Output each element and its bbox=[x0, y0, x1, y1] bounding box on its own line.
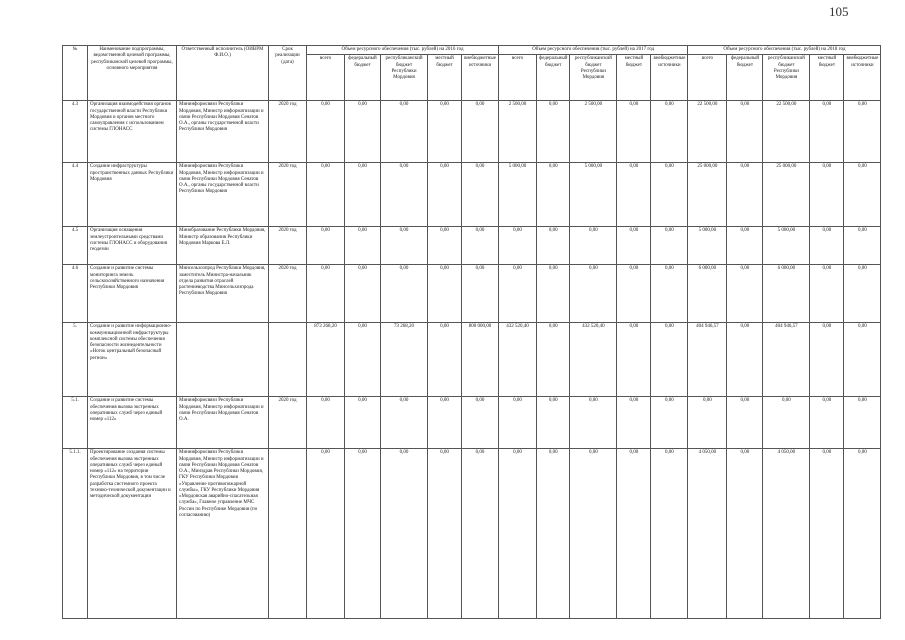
row-value: 0,00 bbox=[428, 163, 462, 227]
row-value: 0,00 bbox=[462, 397, 499, 449]
row-value: 0,00 bbox=[345, 101, 381, 163]
row-value: 0,00 bbox=[810, 397, 844, 449]
resource-table bbox=[62, 45, 881, 619]
row-value: 0,00 bbox=[810, 163, 844, 227]
sub-total-2018: всего bbox=[688, 55, 727, 101]
sub-republic-2018: республиканский бюджет Республики Мордовия bbox=[763, 55, 810, 101]
row-num: 5.1. bbox=[63, 397, 88, 449]
row-value: 0,00 bbox=[651, 397, 688, 449]
row-value: 0,00 bbox=[428, 397, 462, 449]
row-value: 0,00 bbox=[307, 265, 345, 323]
row-value: 0,00 bbox=[307, 227, 345, 265]
row-value: 0,00 bbox=[537, 101, 570, 163]
row-value: 0,00 bbox=[381, 101, 428, 163]
row-value: 0,00 bbox=[537, 227, 570, 265]
row-num: 5. bbox=[63, 323, 88, 397]
row-value: 0,00 bbox=[428, 449, 462, 619]
row-term bbox=[269, 449, 307, 619]
sub-local-2017: местный бюджет bbox=[617, 55, 651, 101]
row-value: 0,00 bbox=[462, 227, 499, 265]
row-name: Создание инфраструктуры пространственных данных Республики Мордовия bbox=[88, 163, 177, 227]
row-value: 0,00 bbox=[381, 449, 428, 619]
row-value: 73 268,20 bbox=[381, 323, 428, 397]
row-value: 4 050,00 bbox=[688, 449, 727, 619]
row-value: 0,00 bbox=[307, 449, 345, 619]
row-value: 0,00 bbox=[617, 323, 651, 397]
row-value: 0,00 bbox=[570, 227, 617, 265]
row-value: 0,00 bbox=[617, 101, 651, 163]
row-value: 0,00 bbox=[307, 101, 345, 163]
row-value: 0,00 bbox=[381, 397, 428, 449]
row-value: 0,00 bbox=[651, 449, 688, 619]
row-term: 2020 год bbox=[269, 163, 307, 227]
row-executor bbox=[177, 323, 269, 397]
row-value: 0,00 bbox=[570, 265, 617, 323]
page-number: 105 bbox=[829, 4, 849, 19]
row-value: 0,00 bbox=[537, 397, 570, 449]
sub-republic-2017: республиканский бюджет Республики Мордовия bbox=[570, 55, 617, 101]
row-executor: Мининформсвязи Республики Мордовия, Министр информатизации и связи Республики Мордовия Сенатов О.А., органы государственной власти Республики Мордовия bbox=[177, 163, 269, 227]
row-value: 0,00 bbox=[381, 227, 428, 265]
row-value: 0,00 bbox=[428, 265, 462, 323]
row-value: 0,00 bbox=[688, 397, 727, 449]
row-value: 404 946,57 bbox=[688, 323, 727, 397]
header-num: № bbox=[63, 46, 88, 101]
row-value: 432 520,40 bbox=[499, 323, 537, 397]
row-value: 0,00 bbox=[651, 227, 688, 265]
row-executor: Мининформсвязи Республики Мордовия, Министр информатизации и связи Республики Мордовия Сенатов О.А. bbox=[177, 397, 269, 449]
row-value: 0,00 bbox=[307, 397, 345, 449]
row-value: 0,00 bbox=[844, 323, 881, 397]
row-value: 0,00 bbox=[499, 265, 537, 323]
row-value: 0,00 bbox=[651, 323, 688, 397]
row-name: Создание и развитие системы мониторинга земель сельскохозяйственного назначения Республики Мордовия bbox=[88, 265, 177, 323]
row-value: 0,00 bbox=[462, 163, 499, 227]
row-value: 5 000,00 bbox=[763, 227, 810, 265]
row-name: Организация взаимодействия органов государственной власти Республики Мордовия и органов местного самоуправления с использованием системы ГЛОНАСС bbox=[88, 101, 177, 163]
row-value: 5 000,00 bbox=[499, 163, 537, 227]
sub-total-2017: всего bbox=[499, 55, 537, 101]
sub-total-2016: всего bbox=[307, 55, 345, 101]
row-value: 0,00 bbox=[499, 449, 537, 619]
header-2018: Объем ресурсного обеспечения (тыс. рублей) на 2018 год bbox=[688, 46, 881, 55]
row-num: 4.3 bbox=[63, 101, 88, 163]
row-value: 0,00 bbox=[381, 265, 428, 323]
table-row bbox=[63, 227, 881, 265]
row-value: 873 268,20 bbox=[307, 323, 345, 397]
row-value: 0,00 bbox=[537, 163, 570, 227]
row-value: 0,00 bbox=[810, 227, 844, 265]
row-value: 404 946,57 bbox=[763, 323, 810, 397]
row-executor: Минсельхозпрод Республики Мордовия, заместитель Министра-начальник отдела развития отраслей растениеводства Минсельхозпрода Республики Мордовия bbox=[177, 265, 269, 323]
row-value: 0,00 bbox=[727, 397, 763, 449]
row-term bbox=[269, 323, 307, 397]
header-term: Срок реализации (дата) bbox=[269, 46, 307, 101]
row-value: 0,00 bbox=[381, 163, 428, 227]
row-value: 0,00 bbox=[844, 397, 881, 449]
row-num: 5.1.1. bbox=[63, 449, 88, 619]
table-row bbox=[63, 163, 881, 227]
sub-federal-2018: федеральный бюджет bbox=[727, 55, 763, 101]
table-row bbox=[63, 265, 881, 323]
row-value: 0,00 bbox=[462, 449, 499, 619]
table-row bbox=[63, 323, 881, 397]
row-term: 2020 год bbox=[269, 397, 307, 449]
row-value: 0,00 bbox=[345, 323, 381, 397]
sub-federal-2016: федеральный бюджет bbox=[345, 55, 381, 101]
row-value: 0,00 bbox=[727, 265, 763, 323]
row-value: 0,00 bbox=[810, 101, 844, 163]
row-value: 0,00 bbox=[499, 227, 537, 265]
sub-extra-2017: внебюджетные источники bbox=[651, 55, 688, 101]
sub-extra-2018: внебюджетные источники bbox=[844, 55, 881, 101]
row-value: 0,00 bbox=[537, 449, 570, 619]
row-executor: Минобразование Республики Мордовия, Министр образования Республики Мордовия Маркова Е.Л. bbox=[177, 227, 269, 265]
row-value: 0,00 bbox=[617, 397, 651, 449]
sub-extra-2016: внебюджетные источники bbox=[462, 55, 499, 101]
sub-federal-2017: федеральный бюджет bbox=[537, 55, 570, 101]
row-value: 0,00 bbox=[345, 449, 381, 619]
row-name: Организация оснащения землеустроительными средствами системы ГЛОНАСС и оборудования геодезии bbox=[88, 227, 177, 265]
row-value: 0,00 bbox=[844, 265, 881, 323]
row-value: 0,00 bbox=[617, 265, 651, 323]
row-value: 0,00 bbox=[345, 265, 381, 323]
row-value: 0,00 bbox=[617, 227, 651, 265]
row-value: 0,00 bbox=[651, 265, 688, 323]
row-value: 0,00 bbox=[345, 163, 381, 227]
row-term: 2020 год bbox=[269, 101, 307, 163]
row-value: 0,00 bbox=[810, 323, 844, 397]
row-name: Проектирование создания системы обеспечения вызова экстренных оперативных служб через единый номер «112» на территории Республики Мордовия, в том числе разработка системного проекта технико-технической документации и методической документации bbox=[88, 449, 177, 619]
row-value: 0,00 bbox=[462, 265, 499, 323]
row-value: 25 000,00 bbox=[763, 163, 810, 227]
sub-republic-2016: республиканский бюджет Республики Мордовия bbox=[381, 55, 428, 101]
row-executor: Мининформсвязи Республики Мордовия, Министр информатизации и связи Республики Мордовия Сенатов О.А., Минздрав Республики Мордовия, ГКУ Республики Мордовия «Управление противопожарной службы», ГКУ Республики Мордовия «Мордовская аварийно-спасательная служба», Главное управление МЧС России по Республике Мордовия (по согласованию) bbox=[177, 449, 269, 619]
row-value: 0,00 bbox=[428, 323, 462, 397]
row-value: 0,00 bbox=[810, 265, 844, 323]
row-value: 0,00 bbox=[345, 227, 381, 265]
row-value: 0,00 bbox=[570, 397, 617, 449]
table-row bbox=[63, 397, 881, 449]
row-num: 4.4 bbox=[63, 163, 88, 227]
row-value: 0,00 bbox=[844, 163, 881, 227]
row-value: 2 500,00 bbox=[499, 101, 537, 163]
row-value: 0,00 bbox=[462, 101, 499, 163]
header-row-top bbox=[63, 46, 881, 55]
row-value: 0,00 bbox=[617, 449, 651, 619]
row-value: 0,00 bbox=[844, 227, 881, 265]
row-value: 0,00 bbox=[727, 101, 763, 163]
row-value: 0,00 bbox=[651, 163, 688, 227]
row-value: 0,00 bbox=[844, 101, 881, 163]
row-value: 0,00 bbox=[844, 449, 881, 619]
row-value: 4 050,00 bbox=[763, 449, 810, 619]
row-value: 0,00 bbox=[727, 163, 763, 227]
row-value: 0,00 bbox=[810, 449, 844, 619]
row-value: 0,00 bbox=[651, 101, 688, 163]
row-value: 0,00 bbox=[428, 101, 462, 163]
header-name: Наименование подпрограммы, ведомственной целевой программы, республиканской целевой программы, основного мероприятия bbox=[88, 46, 177, 101]
row-value: 432 520,40 bbox=[570, 323, 617, 397]
row-value: 0,00 bbox=[727, 227, 763, 265]
row-value: 22 500,00 bbox=[763, 101, 810, 163]
header-exec: Ответственный исполнитель (ОИВРМ Ф.И.О.) bbox=[177, 46, 269, 101]
table-body bbox=[63, 101, 881, 619]
row-num: 4.5 bbox=[63, 227, 88, 265]
row-value: 0,00 bbox=[617, 163, 651, 227]
row-value: 2 500,00 bbox=[570, 101, 617, 163]
sub-local-2018: местный бюджет bbox=[810, 55, 844, 101]
table-row bbox=[63, 101, 881, 163]
row-num: 4.6 bbox=[63, 265, 88, 323]
row-value: 0,00 bbox=[428, 227, 462, 265]
header-2016: Объем ресурсного обеспечения (тыс. рублей) на 2016 год bbox=[307, 46, 499, 55]
row-value: 0,00 bbox=[499, 397, 537, 449]
row-value: 5 000,00 bbox=[688, 227, 727, 265]
row-value: 0,00 bbox=[345, 397, 381, 449]
row-value: 5 000,00 bbox=[570, 163, 617, 227]
row-value: 800 000,00 bbox=[462, 323, 499, 397]
sub-local-2016: местный бюджет bbox=[428, 55, 462, 101]
row-value: 0,00 bbox=[763, 397, 810, 449]
header-2017: Объем ресурсного обеспечения (тыс. рублей) на 2017 год bbox=[499, 46, 688, 55]
row-value: 0,00 bbox=[570, 449, 617, 619]
row-value: 0,00 bbox=[307, 163, 345, 227]
table-row bbox=[63, 449, 881, 619]
row-name: Создание и развитие информационно-коммуникационной инфраструктуры комплексной системы обеспечения безопасности жизнедеятельности «Ноток центральный безопасный регион» bbox=[88, 323, 177, 397]
row-value: 22 500,00 bbox=[688, 101, 727, 163]
row-value: 0,00 bbox=[727, 449, 763, 619]
row-value: 6 000,00 bbox=[688, 265, 727, 323]
row-value: 0,00 bbox=[537, 265, 570, 323]
row-value: 0,00 bbox=[537, 323, 570, 397]
row-term: 2020 год bbox=[269, 227, 307, 265]
row-value: 6 000,00 bbox=[763, 265, 810, 323]
row-name: Создание и развитие системы обеспечения вызова экстренных оперативных служб через единый номер «112» bbox=[88, 397, 177, 449]
row-term: 2020 год bbox=[269, 265, 307, 323]
row-value: 25 000,00 bbox=[688, 163, 727, 227]
row-executor: Мининформсвязи Республики Мордовия, Министр информатизации и связи Республики Мордовия Сенатов О.А., органы государственной власти Республики Мордовия bbox=[177, 101, 269, 163]
row-value: 0,00 bbox=[727, 323, 763, 397]
